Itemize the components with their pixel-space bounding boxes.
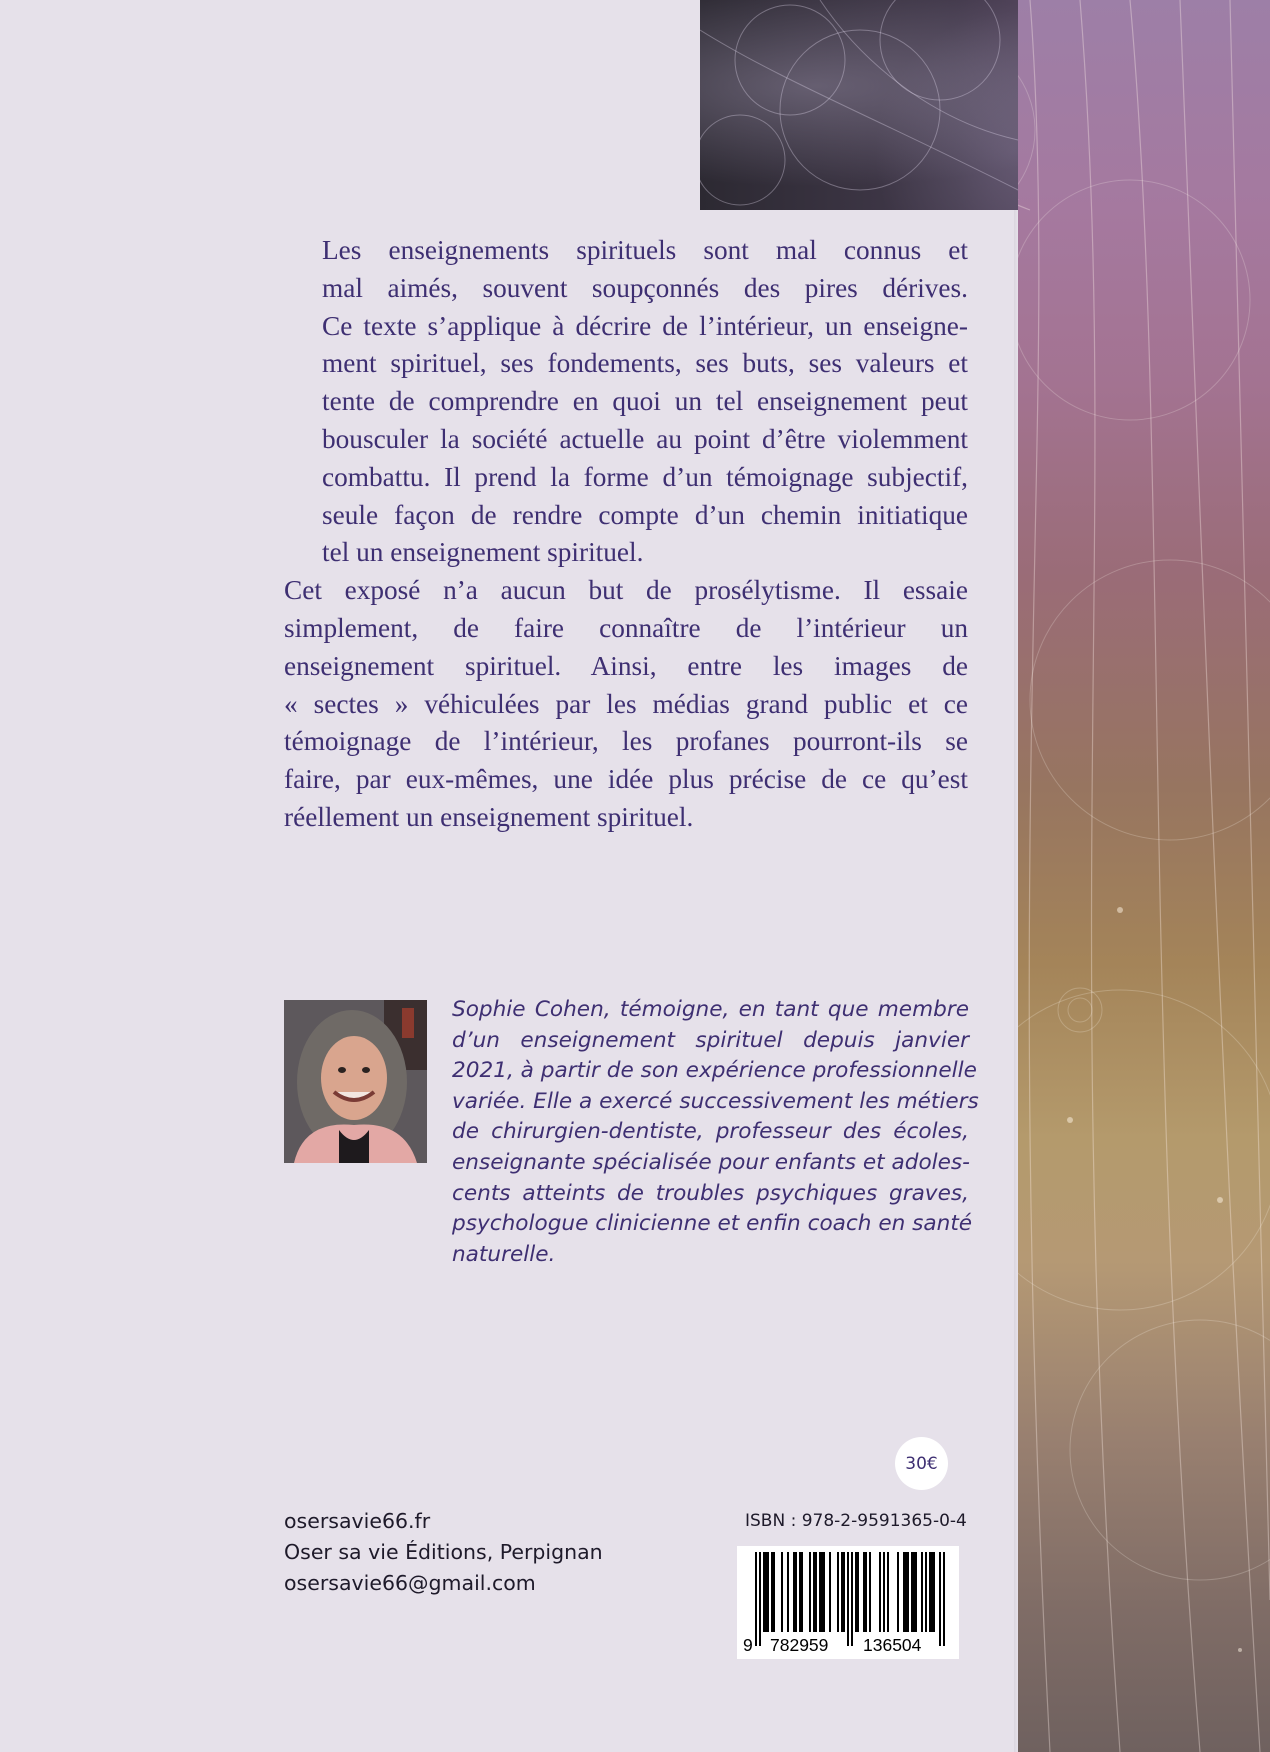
author-bio-line: de chirurgien-dentiste, professeur des écoles,: [452, 1119, 969, 1145]
price-badge: 30€: [895, 1437, 948, 1490]
barcode-bar: [819, 1552, 821, 1632]
barcode-bar: [851, 1552, 853, 1646]
author-bio-line: variée. Elle a exercé successivement les métiers: [452, 1088, 979, 1114]
publisher-contact: [284, 1506, 603, 1599]
barcode-bar: [787, 1552, 789, 1632]
blurb-line: faire, par eux-mêmes, une idée plus précise de ce qu’est: [284, 764, 968, 795]
barcode-bar: [857, 1552, 859, 1632]
barcode-bar: [841, 1552, 843, 1632]
barcode-bar: [773, 1552, 775, 1632]
blurb-line: Ce texte s’applique à décrire de l’intérieur, un enseigne-: [322, 310, 968, 341]
barcode-bar: [771, 1552, 773, 1632]
barcode-bar: [939, 1552, 941, 1646]
barcode-bar: [813, 1552, 815, 1632]
barcode-bar: [767, 1552, 769, 1632]
blurb-paragraph-1: [284, 232, 968, 572]
blurb-paragraph-2: [284, 572, 968, 837]
blurb-line: témoignage de l’intérieur, les profanes pourront-ils se: [284, 726, 968, 757]
barcode-bar: [869, 1552, 871, 1632]
barcode-bar: [809, 1552, 811, 1632]
barcode-bar: [823, 1552, 825, 1632]
cover-artwork-top-visible: [700, 0, 1018, 210]
author-bio-line: cents atteints de troubles psychiques graves,: [452, 1180, 969, 1206]
barcode-bar: [759, 1552, 761, 1646]
barcode-bar: [795, 1552, 797, 1632]
panel-edge: [1014, 210, 1018, 1752]
back-cover-blurb: [284, 232, 968, 837]
barcode-bar: [855, 1552, 857, 1632]
blurb-line: réellement un enseignement spirituel.: [284, 801, 694, 832]
barcode-bar: [903, 1552, 905, 1632]
barcode-bar: [879, 1552, 881, 1632]
author-bio-line: enseignante spécialisée pour enfants et adoles-: [452, 1149, 970, 1175]
barcode-bar: [843, 1552, 845, 1632]
barcode-bar: [837, 1552, 839, 1632]
barcode-bar: [921, 1552, 923, 1632]
barcode-bar: [781, 1552, 783, 1632]
barcode-bar: [755, 1552, 757, 1646]
publisher-website[interactable]: osersavie66.fr: [284, 1509, 431, 1533]
barcode-bar: [897, 1552, 899, 1632]
blurb-line: « sectes » véhiculées par les médias grand public et ce: [284, 688, 968, 719]
barcode-bar: [815, 1552, 817, 1632]
author-bio-line: 2021, à partir de son expérience professionnelle: [452, 1058, 977, 1084]
blurb-line: enseignement spirituel. Ainsi, entre les images de: [284, 650, 968, 681]
barcode: [737, 1546, 959, 1659]
blurb-line: tente de comprendre en quoi un tel enseignement peut: [322, 386, 968, 417]
barcode-left-digits: 782959: [770, 1635, 829, 1655]
barcode-bar: [883, 1552, 885, 1632]
barcode-bar: [933, 1552, 935, 1632]
barcode-bar: [931, 1552, 933, 1632]
barcode-bar: [863, 1552, 865, 1632]
blurb-line: seule façon de rendre compte d’un chemin initiatique: [322, 499, 968, 530]
barcode-bar: [915, 1552, 917, 1632]
blurb-line: Les enseignements spirituels sont mal connus et: [322, 235, 968, 265]
blurb-line: tel un enseignement spirituel.: [322, 537, 644, 568]
barcode-bar: [925, 1552, 927, 1632]
isbn-label: ISBN : 978-2-9591365-0-4: [745, 1511, 967, 1531]
barcode-bar: [929, 1552, 931, 1632]
publisher-name: Oser sa vie Éditions, Perpignan: [284, 1540, 603, 1564]
author-bio-line: d’un enseignement spirituel depuis janvier: [452, 1027, 969, 1053]
author-bio: [452, 995, 979, 1270]
author-bio-line: psychologue clinicienne et enfin coach en santé: [452, 1211, 973, 1237]
barcode-bar: [829, 1552, 831, 1632]
barcode-bar: [847, 1552, 849, 1646]
barcode-bar: [799, 1552, 801, 1632]
barcode-bar: [907, 1552, 909, 1632]
barcode-first-digit: 9: [743, 1635, 753, 1655]
author-bio-line: naturelle.: [452, 1241, 556, 1267]
barcode-bar: [911, 1552, 913, 1632]
barcode-bar: [821, 1552, 823, 1632]
author-photo: [284, 1000, 427, 1163]
barcode-bar: [943, 1552, 945, 1646]
barcode-bar: [887, 1552, 889, 1632]
barcode-bar: [765, 1552, 767, 1632]
barcode-bar: [763, 1552, 765, 1632]
blurb-line: Cet exposé n’a aucun but de prosélytisme. Il essaie: [284, 575, 968, 606]
barcode-bar: [793, 1552, 795, 1632]
author-bio-line: Sophie Cohen, témoigne, en tant que membre: [452, 997, 969, 1022]
barcode-bar: [913, 1552, 915, 1632]
publisher-email[interactable]: osersavie66@gmail.com: [284, 1571, 536, 1595]
barcode-bar: [801, 1552, 803, 1632]
barcode-right-digits: 136504: [863, 1635, 922, 1655]
barcode-bar: [865, 1552, 867, 1632]
blurb-line: bousculer la société actuelle au point d’être violemment: [322, 423, 968, 454]
barcode-bar: [905, 1552, 907, 1632]
blurb-line: simplement, de faire connaître de l’intérieur un: [284, 612, 968, 643]
blurb-line: mal aimés, souvent soupçonnés des pires dérives.: [322, 272, 968, 303]
blurb-line: combattu. Il prend la forme d’un témoignage subjectif,: [322, 461, 968, 492]
blurb-line: ment spirituel, ses fondements, ses buts, ses valeurs et: [322, 348, 968, 379]
